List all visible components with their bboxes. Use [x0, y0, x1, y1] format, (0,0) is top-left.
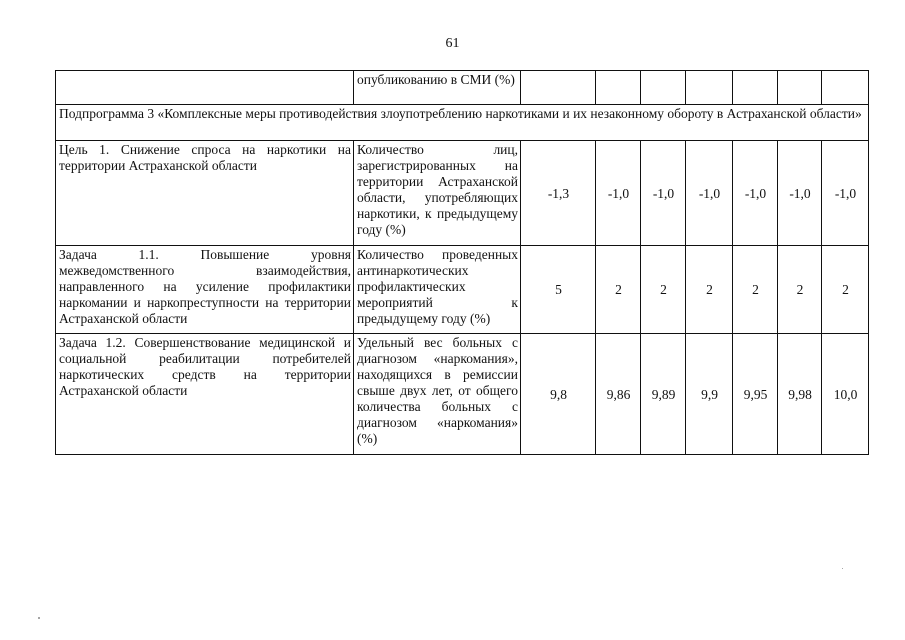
value-cell [521, 71, 596, 105]
value-cell: -1,0 [641, 141, 686, 246]
value-cell: 2 [686, 246, 733, 334]
value-cell [822, 71, 869, 105]
indicator-cell: опубликованию в СМИ (%) [354, 71, 521, 105]
indicator-table [55, 70, 869, 455]
goal-cell: Задача 1.1. Повышение уровня межведомственного взаимодействия, направленного на усиление профилактики наркомании и наркопреступности на территории Астраханской области [56, 246, 354, 334]
table-row [56, 141, 869, 246]
value-cell [733, 71, 778, 105]
subprogram-row [56, 105, 869, 141]
value-cell: 9,95 [733, 334, 778, 455]
value-cell: -1,0 [686, 141, 733, 246]
scan-speck [38, 617, 40, 619]
value-cell: 9,89 [641, 334, 686, 455]
value-cell: -1,0 [822, 141, 869, 246]
value-cell: -1,0 [596, 141, 641, 246]
table-row [56, 71, 869, 105]
value-cell: 9,8 [521, 334, 596, 455]
value-cell: -1,0 [778, 141, 822, 246]
value-cell: 2 [778, 246, 822, 334]
value-cell: 9,86 [596, 334, 641, 455]
page-number: 61 [445, 36, 460, 51]
value-cell [641, 71, 686, 105]
value-cell [778, 71, 822, 105]
value-cell [596, 71, 641, 105]
subprogram-title: Подпрограмма 3 «Комплексные меры противодействия злоупотреблению наркотиками и их незаконному обороту в Астраханской области» [56, 105, 869, 141]
value-cell: 2 [641, 246, 686, 334]
value-cell: 9,9 [686, 334, 733, 455]
value-cell [686, 71, 733, 105]
scan-speck [842, 568, 843, 569]
value-cell: 2 [822, 246, 869, 334]
indicator-cell: Количество проведенных антинаркотических профилактических мероприятий к предыдущему году (%) [354, 246, 521, 334]
goal-cell: Задача 1.2. Совершенствование медицинской и социальной реабилитации потребителей наркотических средств на территории Астраханской области [56, 334, 354, 455]
indicator-cell: Количество лиц, зарегистрированных на территории Астраханской области, употребляющих наркотики, к предыдущему году (%) [354, 141, 521, 246]
value-cell: 10,0 [822, 334, 869, 455]
value-cell: -1,3 [521, 141, 596, 246]
value-cell: 2 [596, 246, 641, 334]
indicator-cell: Удельный вес больных с диагнозом «наркомания», находящихся в ремиссии свыше двух лет, от общего количества больных с диагнозом «наркомания» (%) [354, 334, 521, 455]
table-row [56, 334, 869, 455]
value-cell: 9,98 [778, 334, 822, 455]
goal-cell: Цель 1. Снижение спроса на наркотики на территории Астраханской области [56, 141, 354, 246]
goal-cell [56, 71, 354, 105]
value-cell: 5 [521, 246, 596, 334]
table-row [56, 246, 869, 334]
value-cell: 2 [733, 246, 778, 334]
value-cell: -1,0 [733, 141, 778, 246]
